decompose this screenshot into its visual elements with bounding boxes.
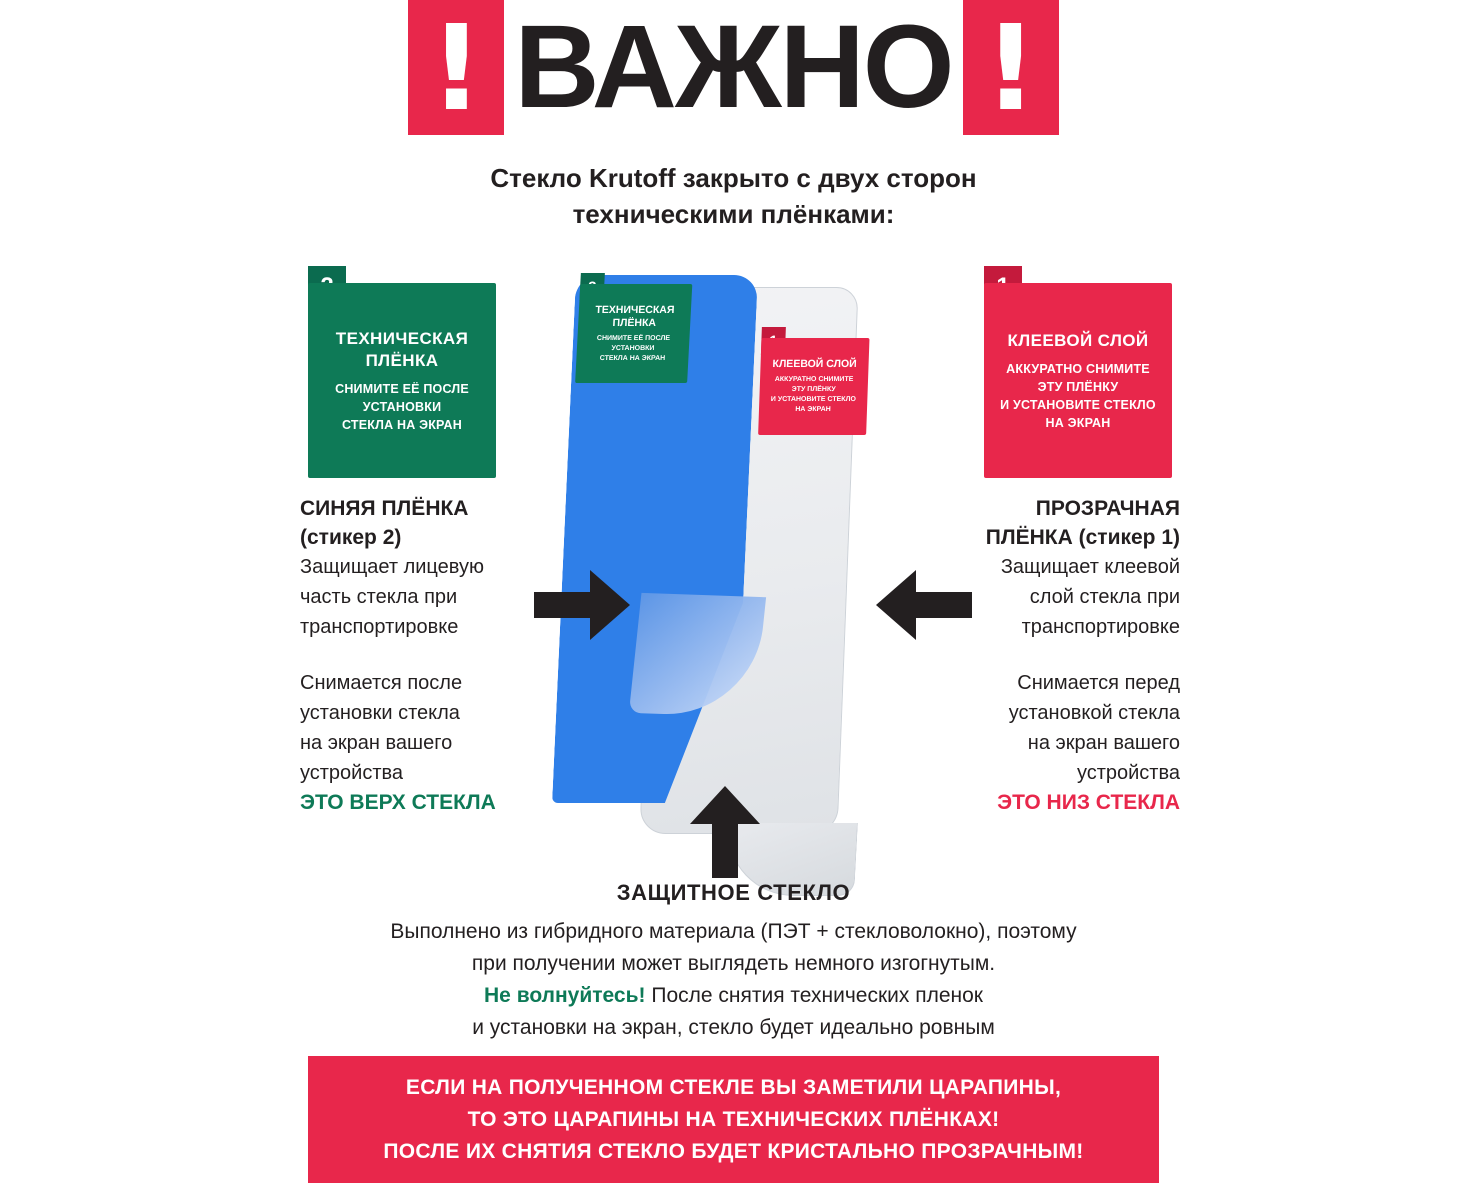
header-banner: [0, 0, 1467, 140]
mini-green-sticker: [575, 273, 693, 383]
bottom-line-1: Выполнено из гибридного материала (ПЭТ + стекловолокно), поэтому: [390, 920, 1077, 943]
red-sticker-sub-line-1: АККУРАТНО СНИМИТЕ: [1006, 361, 1150, 376]
footer-line-2: ТО ЭТО ЦАРАПИНЫ НА ТЕХНИЧЕСКИХ ПЛЁНКАХ!: [467, 1107, 1000, 1131]
left-caption-body2-line-4: устройства: [300, 762, 404, 784]
right-caption-body-line-1: Защищает клеевой: [1000, 556, 1180, 578]
right-caption-head-line-2: ПЛЁНКА (стикер 1): [985, 526, 1180, 549]
left-caption-spacer: [300, 642, 540, 668]
red-sticker-title: КЛЕЕВОЙ СЛОЙ: [1007, 330, 1149, 350]
right-caption-spacer: [940, 642, 1180, 668]
right-caption-head-line-1: ПРОЗРАЧНАЯ: [1035, 497, 1180, 520]
mini-red-sub-line-1: АККУРАТНО СНИМИТЕ: [774, 376, 854, 383]
left-caption-body2-line-3: на экран вашего: [300, 732, 453, 754]
subtitle-line-2: техническими плёнками:: [572, 199, 895, 229]
right-caption: [940, 494, 1180, 818]
green-sticker-title-line-1: ТЕХНИЧЕСКАЯ: [335, 328, 469, 348]
bottom-line-2: при получении может выглядеть немного изгогнутым.: [471, 952, 996, 975]
exclamation-left-mark: !: [429, 0, 484, 137]
mini-red-sub-line-2: ЭТУ ПЛЁНКУ: [791, 386, 836, 393]
right-caption-body2-line-1: Снимается перед: [1017, 672, 1180, 694]
left-caption-body2-line-1: Снимается после: [300, 672, 463, 694]
left-caption-head-line-2: (стикер 2): [300, 526, 402, 549]
green-sticker-sub-line-1: СНИМИТЕ ЕЁ ПОСЛЕ: [335, 381, 469, 396]
exclamation-right-box: [963, 0, 1059, 135]
page-title: ВАЖНО: [514, 1, 953, 133]
arrow-up-pointing-icon: [690, 786, 760, 878]
left-caption-accent: ЭТО ВЕРХ СТЕКЛА: [300, 791, 496, 814]
green-sticker-card: [308, 266, 496, 478]
right-caption-body2-line-4: устройства: [1076, 762, 1180, 784]
bottom-line-3-rest: После снятия технических пленок: [645, 984, 983, 1007]
mini-red-sub-line-3: И УСТАНОВИТЕ СТЕКЛО: [770, 396, 856, 403]
mini-green-title-line-1: ТЕХНИЧЕСКАЯ: [595, 303, 675, 316]
footer-line-3: ПОСЛЕ ИХ СНЯТИЯ СТЕКЛО БУДЕТ КРИСТАЛЬНО ПРОЗРАЧНЫМ!: [383, 1139, 1084, 1163]
left-caption-head-line-1: СИНЯЯ ПЛЁНКА: [300, 497, 469, 520]
right-caption-accent: ЭТО НИЗ СТЕКЛА: [997, 791, 1180, 814]
bottom-line-3-strong: Не волнуйтесь!: [484, 984, 646, 1007]
mini-red-title: КЛЕЕВОЙ СЛОЙ: [772, 358, 857, 370]
green-sticker-title-line-2: ПЛЁНКА: [365, 350, 439, 370]
green-sticker-sub-line-3: СТЕКЛА НА ЭКРАН: [342, 417, 462, 432]
right-caption-body2-line-3: на экран вашего: [1027, 732, 1180, 754]
right-caption-body-line-3: транспортировке: [1021, 616, 1180, 638]
red-sticker-sub-line-2: ЭТУ ПЛЁНКУ: [1037, 379, 1119, 394]
mini-green-sub-line-2: УСТАНОВКИ: [611, 344, 655, 352]
left-caption-body-line-2: часть стекла при: [300, 586, 458, 608]
right-caption-body-line-2: слой стекла при: [1029, 586, 1180, 608]
right-caption-body2-line-2: установкой стекла: [1008, 702, 1180, 724]
bottom-description: [0, 880, 1467, 1044]
exclamation-right-mark: !: [983, 0, 1038, 137]
subtitle-line-1: Стекло Krutoff закрыто с двух сторон: [490, 163, 977, 193]
green-sticker-sub-line-2: УСТАНОВКИ: [362, 399, 442, 414]
bottom-line-3: [0, 980, 1467, 1012]
red-sticker-card: [984, 266, 1172, 478]
left-caption-body-line-3: транспортировке: [300, 616, 459, 638]
arrow-right-pointing-icon: [534, 570, 630, 640]
mini-green-title-line-2: ПЛЁНКА: [612, 316, 657, 329]
bottom-heading: ЗАЩИТНОЕ СТЕКЛО: [616, 880, 851, 905]
red-sticker-sub-line-3: И УСТАНОВИТЕ СТЕКЛО: [1000, 397, 1156, 412]
footer-warning-banner: [308, 1056, 1159, 1183]
subtitle: [0, 160, 1467, 232]
mini-red-sticker: [758, 327, 870, 435]
left-caption-body2-line-2: установки стекла: [300, 702, 460, 724]
footer-line-1: ЕСЛИ НА ПОЛУЧЕННОМ СТЕКЛЕ ВЫ ЗАМЕТИЛИ ЦАРАПИНЫ,: [405, 1075, 1062, 1099]
mini-green-sub-line-3: СТЕКЛА НА ЭКРАН: [599, 354, 666, 362]
bottom-line-4: и установки на экран, стекло будет идеально ровным: [472, 1016, 995, 1039]
red-sticker-sub-line-4: НА ЭКРАН: [1045, 415, 1111, 430]
left-caption: [300, 494, 540, 818]
mini-red-sub-line-4: НА ЭКРАН: [795, 406, 831, 413]
exclamation-left-box: [408, 0, 504, 135]
mini-green-sub-line-1: СНИМИТЕ ЕЁ ПОСЛЕ: [596, 334, 671, 342]
left-caption-body-line-1: Защищает лицевую: [300, 556, 484, 578]
